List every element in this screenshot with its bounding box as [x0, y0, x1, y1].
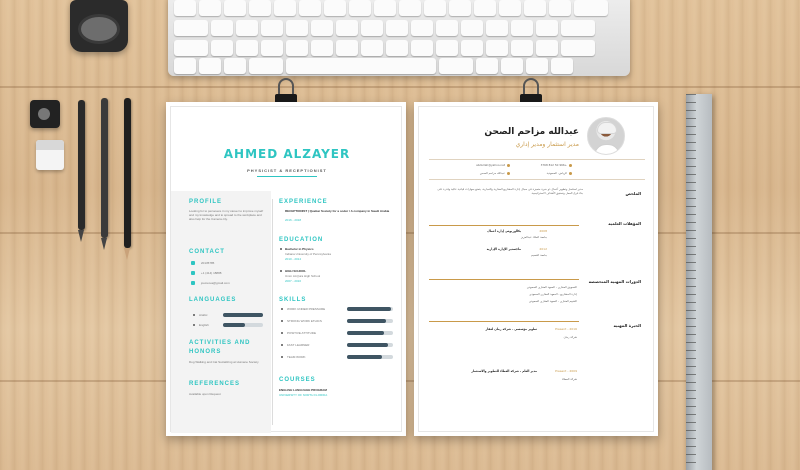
bullet	[281, 320, 283, 322]
profile-text: Looking for to persevere in my career to improve myself and my knowledge and to spread to the workplace and also help for the Camera city.	[189, 209, 264, 221]
bullet	[193, 314, 195, 316]
skill-name: STRONG WORK ETHICS	[287, 319, 322, 323]
resume-name-ar: عبدالله مزاحم الصحن	[484, 127, 579, 137]
language-bar	[223, 323, 263, 327]
bullet	[281, 332, 283, 334]
summary-heading-ar: الملخص	[625, 191, 641, 196]
activities-heading-line2: HONORS	[189, 349, 222, 355]
experience-title-ar: مدير العام - شركة العطاء للتطوير والاستثمار	[471, 369, 537, 373]
qualification-school: جامعة القصيم	[531, 253, 547, 257]
resume-arabic	[418, 106, 654, 432]
divider	[429, 179, 645, 180]
tape-dispenser	[70, 0, 128, 52]
contact-phone2: +1 (414) 18888	[201, 271, 222, 275]
course-university: UNIVERSITY OF NORTH FLORIDA	[279, 393, 328, 397]
course-program: ENGLISH LANGUAGE PROGRAM	[279, 388, 327, 392]
contact-phone1: 20135785	[201, 261, 215, 265]
binder-clip	[520, 78, 542, 104]
column-divider	[272, 199, 273, 425]
bullet	[280, 270, 282, 272]
steel-ruler	[686, 94, 712, 470]
bullet	[281, 356, 283, 358]
profile-heading: PROFILE	[189, 199, 223, 205]
qualifications-heading-ar: المؤهلات العلمية	[608, 221, 641, 226]
location-icon	[569, 172, 572, 175]
experience-dates: 2016 - 2018	[285, 218, 302, 222]
education-school: Umm Al-Qura High School	[285, 274, 321, 278]
experience-org-ar: شركة رمان	[563, 335, 577, 339]
qualification-degree: بكالوريوس إدارة أعمال	[487, 229, 521, 233]
summary-text-ar: مدير استثمار وتطوير أعمال ذو خبرة متميزة في مجال إدارة المشاريع العقارية والتجارية، يتمتع بمهارات قيادية عالية وقدرة على بناء فرق العمل وتحقيق الأهداف الاستراتيجية.	[437, 187, 583, 195]
experience-dates-ar: 2009 - Present	[555, 369, 577, 373]
references-heading: REFERENCES	[189, 381, 241, 387]
education-dates: 2007 - 2010	[285, 279, 302, 283]
courses-heading: COURSES	[279, 377, 316, 383]
skill-bar-fill	[347, 331, 384, 335]
skill-bar	[347, 319, 393, 323]
resume-job-title: PHYSICIST & RECEPTIONIST	[247, 168, 327, 173]
resume-sheet-right	[414, 102, 658, 436]
skill-bar-fill	[347, 307, 391, 311]
email-icon	[191, 281, 195, 285]
contact-handle-ar: عبدالله مزاحم الصحن	[479, 171, 505, 175]
title-underline	[257, 176, 317, 177]
resume-english	[170, 106, 402, 432]
experience-heading: EXPERIENCE	[279, 199, 328, 205]
skill-bar	[347, 331, 393, 335]
bullet	[193, 324, 195, 326]
contact-heading: CONTACT	[189, 249, 225, 255]
qualification-degree: ماجستير الإدارة الإدارية	[486, 247, 521, 251]
resume-header	[171, 107, 403, 191]
pencil	[124, 98, 131, 248]
phone-icon	[569, 164, 572, 167]
language-bar-fill	[223, 313, 263, 317]
contact-city-ar: الرياض، السعودية	[546, 171, 567, 175]
mobile-icon	[191, 271, 195, 275]
education-dates: 2010 - 2014	[285, 257, 302, 261]
skill-bar	[347, 343, 393, 347]
gold-divider	[429, 225, 579, 226]
skill-name: FAST LEARNER	[287, 343, 310, 347]
binder-clip	[275, 78, 297, 104]
experience-org-ar: شركة العطاء	[561, 377, 577, 381]
eraser	[36, 140, 64, 170]
gold-divider	[429, 279, 579, 280]
user-icon	[507, 172, 510, 175]
experience-dates-ar: 2016 - Present	[555, 327, 577, 331]
experience-title-ar: تطوير مؤسسي - شركة رمان لعقار	[485, 327, 537, 331]
language-bar	[223, 313, 263, 317]
languages-heading: LANGUAGES	[189, 297, 237, 303]
course-item: إدارة المشاريع - المعهد العقاري السعودي	[529, 292, 577, 296]
contact-email-ar: abdullah@yahoo.net	[476, 163, 505, 167]
profile-photo	[587, 117, 625, 155]
bullet	[280, 248, 282, 250]
gold-divider	[429, 321, 579, 322]
skill-bar-fill	[347, 355, 382, 359]
pen	[101, 98, 108, 238]
course-item: التقييم العقاري - المعهد العقاري السعودي	[528, 299, 577, 303]
qualification-date: 2008	[539, 229, 547, 233]
phone-icon	[191, 261, 195, 265]
education-degree: HIGH SCHOOL	[285, 269, 307, 273]
activities-heading: ACTIVITIES AND	[189, 340, 251, 346]
skill-name: TEAM WORK	[287, 355, 306, 359]
pen	[78, 100, 85, 230]
email-icon	[507, 164, 510, 167]
skill-name: POSITIVE ATTITUDE	[287, 331, 316, 335]
language-name: English	[199, 323, 209, 327]
language-name: Arabic	[199, 313, 208, 317]
skill-bar	[347, 307, 393, 311]
experience-heading-ar: الخبرة المهنية	[613, 323, 641, 328]
resume-sidebar	[171, 191, 271, 433]
pencil-sharpener	[30, 100, 60, 128]
references-text: Available upon Request	[189, 392, 221, 396]
experience-role: RECEPTIONIST | Quebar Society for a ooder / A company in Saudi Arabia	[285, 209, 390, 213]
skill-name: WORK UNDER PRESSURE	[287, 307, 326, 311]
contact-email: jouzexua@gmail.com	[201, 281, 230, 285]
wood-plank-line	[0, 86, 800, 88]
resume-name: AHMED ALZAYER	[223, 147, 351, 161]
language-bar-fill	[223, 323, 245, 327]
resume-sheet-left	[166, 102, 406, 436]
education-school: Indiana University of Pennsylvania	[285, 252, 331, 256]
courses-heading-ar: الدورات المهنية المتخصصة	[588, 279, 641, 284]
bullet	[281, 344, 283, 346]
bullet	[281, 308, 283, 310]
resume-role-ar: مدير استثمار ومدير إداري	[515, 141, 579, 148]
keyboard	[168, 0, 630, 76]
education-degree: Bachelor in Physics	[285, 247, 314, 251]
skill-bar-fill	[347, 343, 388, 347]
course-item: التسويق العقاري - المعهد العقاري السعودي	[526, 285, 577, 289]
qualification-date: 2012	[539, 247, 547, 251]
skill-bar	[347, 355, 393, 359]
skill-bar-fill	[347, 319, 386, 323]
education-heading: EDUCATION	[279, 237, 324, 243]
skills-heading: SKILLS	[279, 297, 307, 303]
qualification-school: جامعة الملك عبدالعزيز	[520, 235, 547, 239]
divider	[429, 159, 645, 160]
contact-phone-ar: +966 50 812 3768	[540, 163, 567, 167]
activities-text: Dog Walking and Cat Socializing at Humane Society	[189, 360, 259, 364]
